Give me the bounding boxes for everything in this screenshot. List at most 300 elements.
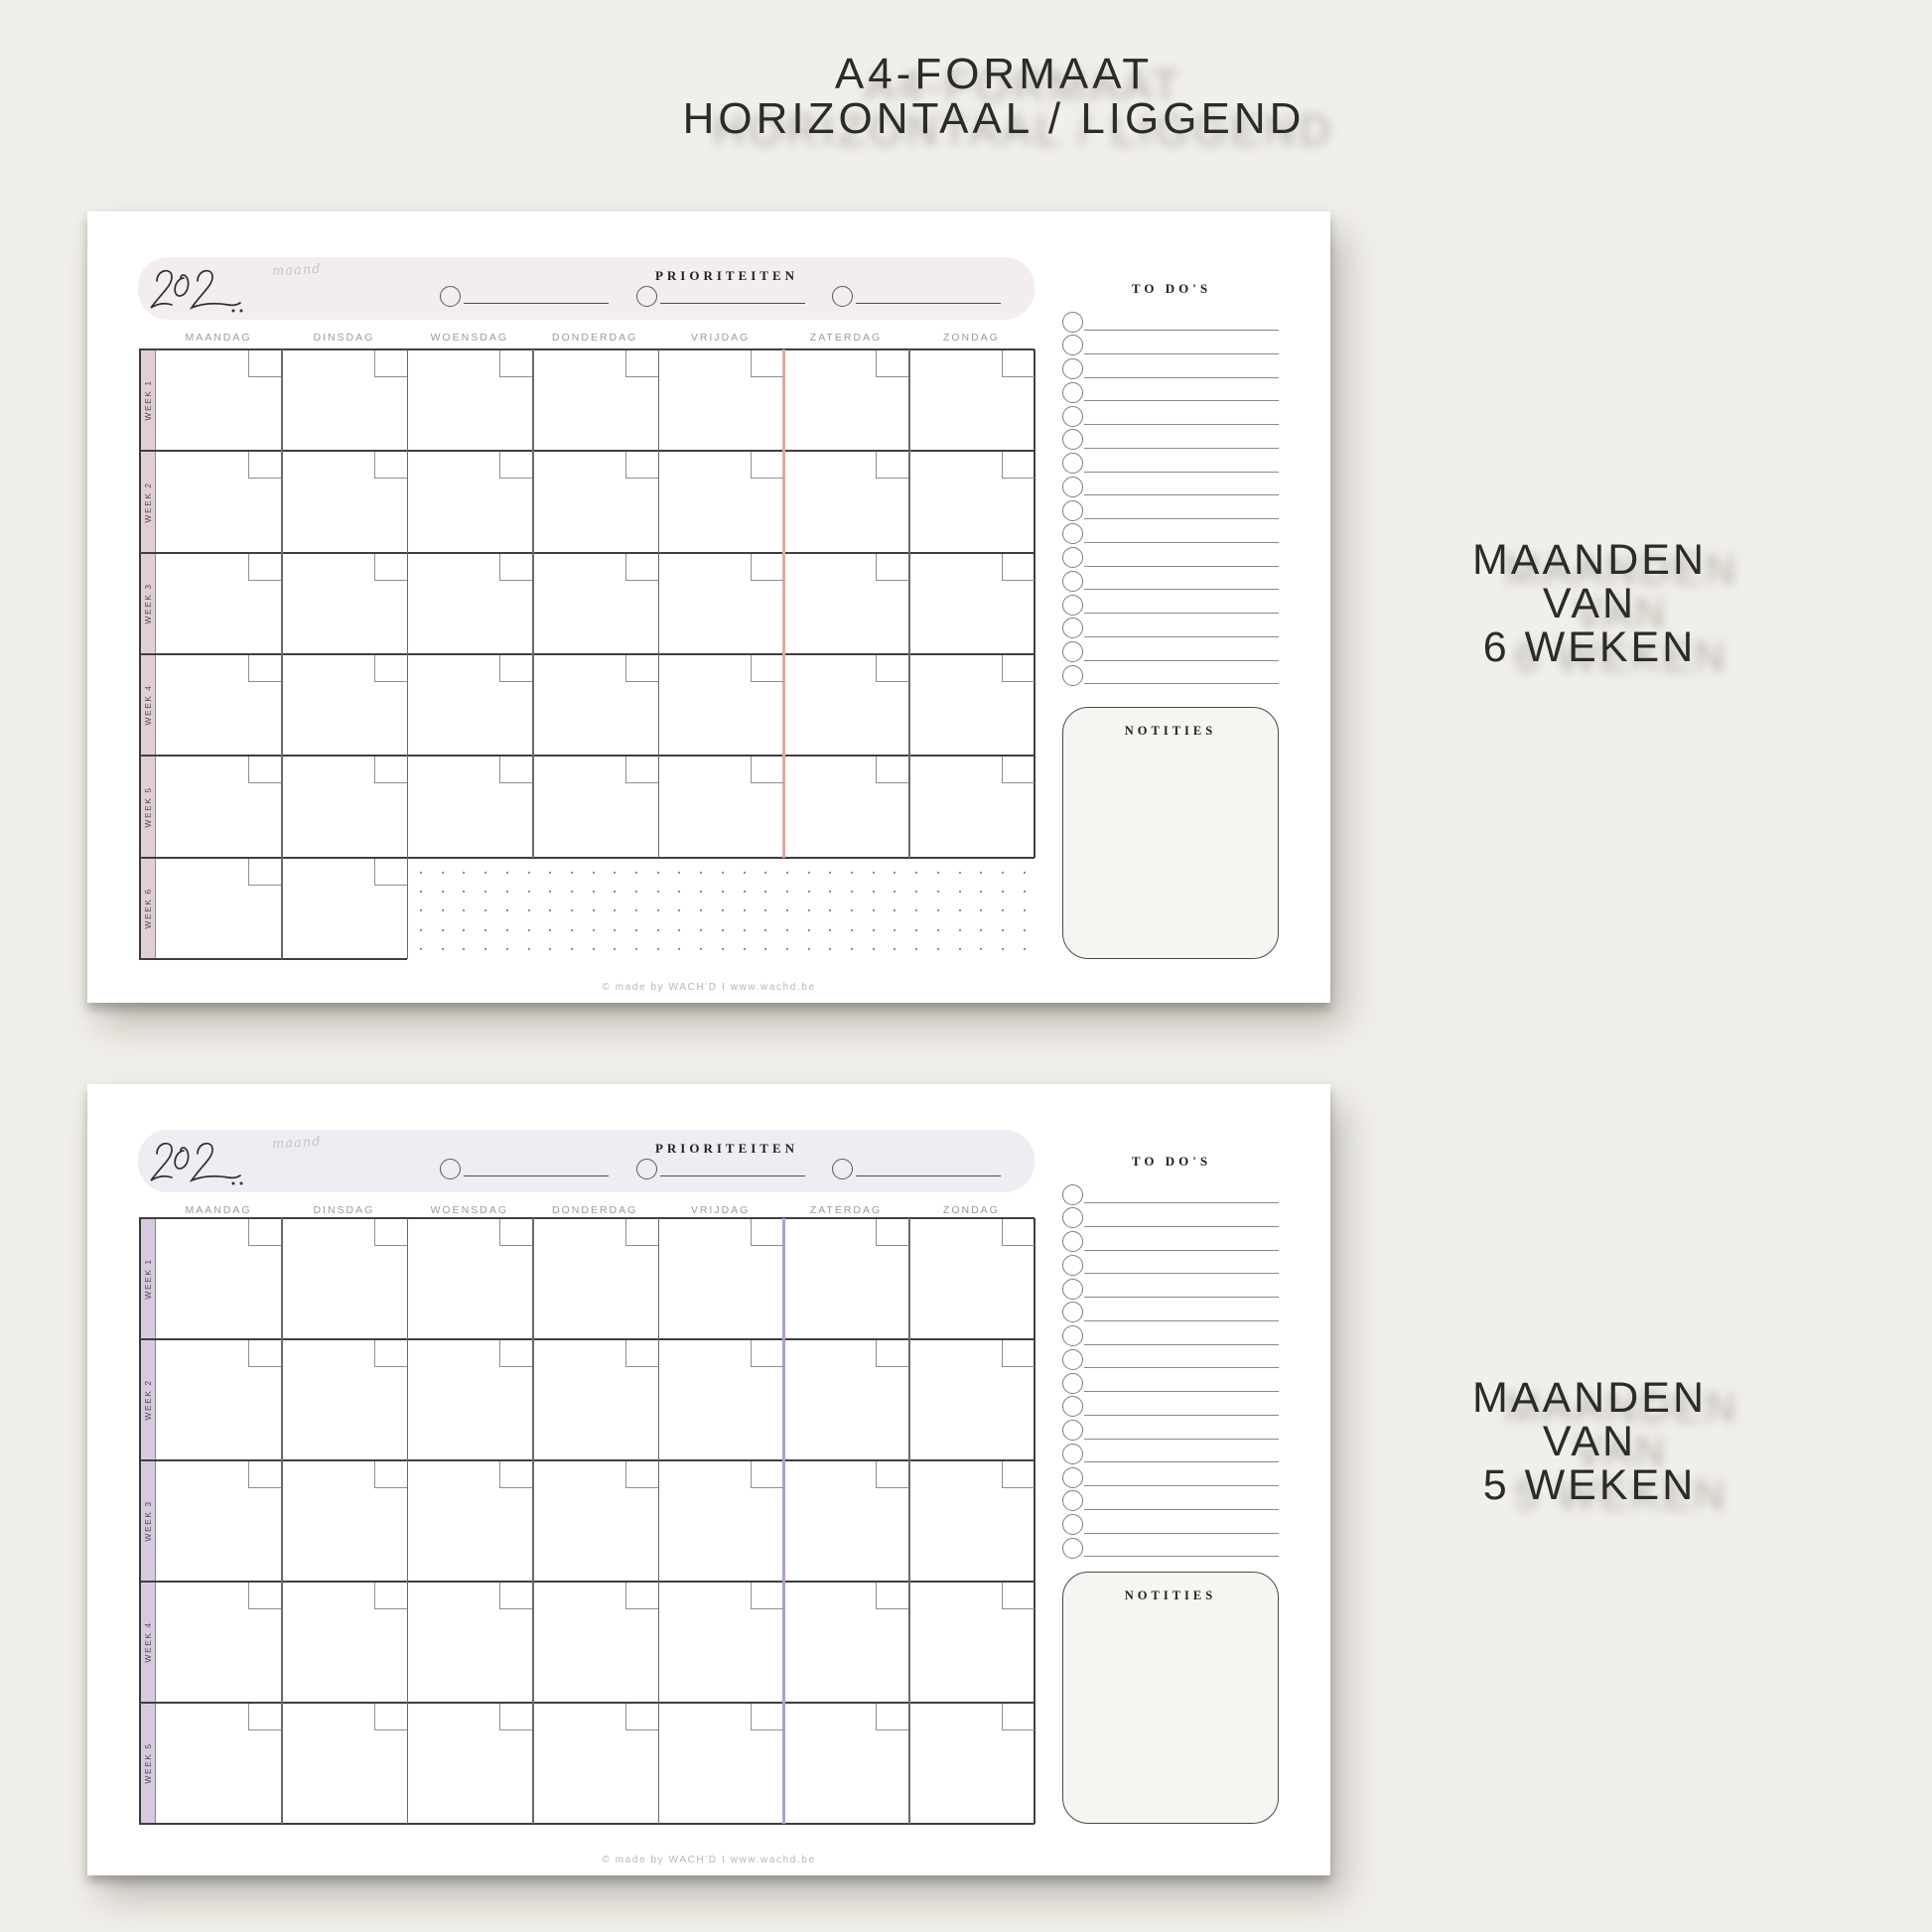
bullet-dot [829,891,831,893]
date-number-box [248,1583,281,1609]
bullet-dot [764,872,766,874]
todo-checkbox-circle [1062,1231,1083,1252]
todo-writein-line [1084,424,1279,425]
maand-planner-6-weken [87,211,1330,1003]
grid-column-line [407,1218,409,1824]
day-header-dinsdag: DINSDAG [313,1204,375,1216]
bullet-dot [786,948,788,950]
todo-checkbox-circle [1062,312,1083,333]
todo-writein-line [1084,1320,1279,1321]
bullet-dot [506,891,508,893]
maand-planner-5-weken [87,1084,1330,1875]
todo-writein-line [1084,1415,1279,1416]
priority-circle [832,1159,853,1179]
bullet-dot [549,948,551,950]
bullet-dot [442,872,444,874]
date-number-box [1002,655,1035,682]
bullet-dot [484,948,486,950]
bullet-dot [1002,929,1004,931]
bullet-dot [764,948,766,950]
bullet-dot [614,872,616,874]
bullet-dot [851,948,853,950]
bullet-dot [786,872,788,874]
date-number-box [876,757,908,783]
grid-column-line [658,349,660,858]
priorities-title: PRIORITEITEN [654,268,799,283]
todo-writein-line [1084,660,1279,661]
bullet-dot [657,909,659,911]
bullet-dot [463,929,465,931]
side-label-line: VAN [1542,1418,1637,1465]
date-number-box [499,1340,532,1367]
date-number-box [751,1340,783,1367]
day-header-maandag: MAANDAG [185,332,252,344]
date-number-box [374,1583,407,1609]
bullet-dot [657,872,659,874]
bullet-dot [1024,929,1026,931]
date-number-box [248,757,281,783]
week-label: WEEK 1 [143,1258,153,1300]
todo-checkbox-circle [1062,335,1083,355]
date-number-box [625,1583,658,1609]
todo-checkbox-circle [1062,571,1083,592]
date-number-box [625,655,658,682]
date-number-box [248,452,281,479]
day-header-maandag: MAANDAG [185,1204,252,1216]
day-header-woensdag: WOENSDAG [430,1204,508,1216]
bullet-dot [873,909,875,911]
todo-checkbox-circle [1062,500,1083,521]
bullet-dot [700,929,702,931]
side-label-6-weken [1331,538,1848,669]
bullet-dot [1024,909,1026,911]
bullet-dot [442,929,444,931]
bullet-dot [873,872,875,874]
bullet-dot [593,909,595,911]
priorities-title: PRIORITEITEN [654,1141,799,1156]
bullet-dot [700,891,702,893]
todo-writein-line [1084,566,1279,567]
bullet-dot [808,909,810,911]
bullet-dot [980,929,982,931]
todo-checkbox-circle [1062,523,1083,544]
date-number-box [374,1340,407,1367]
date-number-box [374,859,407,886]
bullet-dot [1024,948,1026,950]
bullet-dot [744,948,746,950]
date-number-box [876,1461,908,1488]
bullet-dot [808,872,810,874]
date-number-box [499,452,532,479]
bullet-dot [980,872,982,874]
bullet-dot [937,891,939,893]
bullet-dot [463,872,465,874]
grid-column-line [658,1218,660,1824]
priority-writein-line [464,289,609,304]
date-number-box [876,350,908,377]
todo-checkbox-circle [1062,1514,1083,1535]
bullet-dot [915,909,917,911]
page-title-line2: HORIZONTAAL / LIGGEND [682,94,1306,143]
todo-checkbox-circle [1062,1207,1083,1228]
bullet-dot [678,872,680,874]
bullet-dot [528,909,530,911]
bullet-dot [442,909,444,911]
bullet-dot [808,929,810,931]
todo-checkbox-circle [1062,547,1083,568]
bullet-dot [678,891,680,893]
bullet-dot [744,872,746,874]
bullet-dot [1002,909,1004,911]
day-header-dinsdag: DINSDAG [313,332,375,344]
bullet-dot [744,929,746,931]
bullet-dot [700,909,702,911]
date-number-box [876,452,908,479]
priority-circle [440,1159,461,1179]
week-label: WEEK 6 [143,888,153,929]
week-label: WEEK 4 [143,684,153,726]
date-number-box [751,1704,783,1730]
date-number-box [374,1219,407,1246]
bullet-dot [635,948,637,950]
todo-checkbox-circle [1062,665,1083,686]
bullet-dot [722,929,724,931]
todo-writein-line [1084,1556,1279,1557]
bullet-dot [915,929,917,931]
bullet-dot [528,891,530,893]
bullet-dot [442,948,444,950]
todo-writein-line [1084,330,1279,331]
bullet-dot [593,872,595,874]
bullet-dot [420,909,422,911]
bullet-dot [593,948,595,950]
day-header-donderdag: DONDERDAG [552,332,638,344]
date-number-box [751,350,783,377]
week-label: WEEK 3 [143,583,153,624]
todo-writein-line [1084,1367,1279,1368]
bullet-dot [808,948,810,950]
todo-writein-line [1084,1226,1279,1227]
grid-column-line [281,349,283,959]
grid-column-line [281,1218,283,1824]
date-number-box [876,1219,908,1246]
bullet-dot [873,891,875,893]
bullet-dot [959,948,961,950]
bullet-dot [614,909,616,911]
todo-checkbox-circle [1062,453,1083,474]
bullet-dot [851,929,853,931]
priority-writein-line [856,1162,1001,1176]
bullet-dot [678,929,680,931]
bullet-dot [980,909,982,911]
bullet-dot [873,929,875,931]
day-header-donderdag: DONDERDAG [552,1204,638,1216]
week-label: WEEK 3 [143,1500,153,1542]
bullet-dot [420,948,422,950]
todo-writein-line [1084,1439,1279,1440]
bullet-dot [484,929,486,931]
bullet-dot [764,909,766,911]
date-number-box [876,1704,908,1730]
date-number-box [248,554,281,581]
todo-writein-line [1084,518,1279,519]
day-header-woensdag: WOENSDAG [430,332,508,344]
todo-checkbox-circle [1062,1490,1083,1511]
date-number-box [1002,1219,1035,1246]
bullet-dot [829,929,831,931]
bullet-dot [894,891,896,893]
todo-writein-line [1084,353,1279,354]
bullet-dot [635,872,637,874]
bullet-dot [744,909,746,911]
bullet-dot [549,872,551,874]
todo-title: TO DO'S [1131,1154,1212,1169]
todo-writein-line [1084,1485,1279,1486]
bullet-dot [506,872,508,874]
bullet-dot [678,909,680,911]
date-number-box [374,1461,407,1488]
bullet-dot [959,891,961,893]
todo-writein-line [1084,1250,1279,1251]
bullet-dot [829,909,831,911]
bullet-dot [808,891,810,893]
bullet-dot [894,909,896,911]
side-label-line: 6 WEKEN [1482,623,1697,671]
date-number-box [751,1583,783,1609]
todo-checkbox-circle [1062,1467,1083,1488]
grid-row-line [139,1823,1035,1825]
grid-column-line [532,349,534,858]
year-script [147,265,250,320]
date-number-box [248,859,281,886]
date-number-box [876,554,908,581]
bullet-dot [635,909,637,911]
date-number-box [499,1461,532,1488]
todo-writein-line [1084,613,1279,614]
date-number-box [625,452,658,479]
priority-circle [636,1159,657,1179]
bullet-dot [420,891,422,893]
bullet-dot [744,891,746,893]
bullet-dot [657,891,659,893]
bullet-dot [959,909,961,911]
priority-circle [440,286,461,307]
date-number-box [499,655,532,682]
date-number-box [248,1704,281,1730]
bullet-dot [1002,872,1004,874]
priority-circle [832,286,853,307]
date-number-box [625,554,658,581]
week-label: WEEK 2 [143,1379,153,1421]
todo-checkbox-circle [1062,618,1083,638]
footer-credit: © made by WACH'D I www.wachd.be [602,982,816,993]
todo-checkbox-circle [1062,406,1083,427]
bullet-dot [528,948,530,950]
date-number-box [1002,1704,1035,1730]
grid-column-line [908,349,910,858]
weekend-accent-line [782,1218,785,1824]
todo-checkbox-circle [1062,358,1083,379]
todo-checkbox-circle [1062,477,1083,497]
priority-circle [636,286,657,307]
side-label-line: MAANDEN [1471,536,1708,584]
date-number-box [248,1461,281,1488]
date-number-box [248,1219,281,1246]
bullet-dot [959,872,961,874]
bullet-dot [786,909,788,911]
todo-writein-line [1084,1202,1279,1203]
date-number-box [751,1461,783,1488]
day-header-zaterdag: ZATERDAG [809,332,883,344]
month-placeholder: maand [271,261,322,280]
date-number-box [876,1583,908,1609]
bullet-dot [851,891,853,893]
date-number-box [374,452,407,479]
date-number-box [1002,1340,1035,1367]
day-header-zondag: ZONDAG [942,332,1000,344]
bullet-dot [593,891,595,893]
todo-writein-line [1084,1297,1279,1298]
bullet-dot [463,909,465,911]
bullet-dot [937,948,939,950]
date-number-box [876,655,908,682]
day-header-vrijdag: VRIJDAG [690,332,751,344]
grid-right-border [1034,1218,1035,1824]
bullet-dot [786,929,788,931]
date-number-box [499,554,532,581]
bullet-dot [700,948,702,950]
date-number-box [1002,1461,1035,1488]
bullet-dot [980,891,982,893]
todo-checkbox-circle [1062,595,1083,616]
date-number-box [625,1704,658,1730]
day-header-vrijdag: VRIJDAG [690,1204,751,1216]
date-number-box [499,1219,532,1246]
bullet-dot [571,891,573,893]
todo-checkbox-circle [1062,1396,1083,1417]
todo-checkbox-circle [1062,1420,1083,1441]
grid-column-line [532,1218,534,1824]
todo-checkbox-circle [1062,1184,1083,1205]
date-number-box [625,757,658,783]
todo-checkbox-circle [1062,1373,1083,1394]
bullet-dot [937,872,939,874]
bullet-dot [442,891,444,893]
bullet-dot [463,948,465,950]
bullet-dot [915,891,917,893]
month-placeholder: maand [271,1134,322,1153]
bullet-dot [851,909,853,911]
notes-box [1062,707,1279,959]
side-label-line: 5 WEKEN [1482,1461,1697,1509]
side-label-line: MAANDEN [1471,1374,1708,1422]
todo-writein-line [1084,1461,1279,1462]
bullet-dot [549,891,551,893]
bullet-dot [915,872,917,874]
date-number-box [751,554,783,581]
side-label-5-weken [1331,1376,1848,1507]
priority-writein-line [856,289,1001,304]
bullet-dot [614,948,616,950]
date-number-box [499,350,532,377]
date-number-box [374,1704,407,1730]
week-label: WEEK 4 [143,1621,153,1663]
date-number-box [374,757,407,783]
bullet-dot [980,948,982,950]
week-label: WEEK 5 [143,1742,153,1784]
bullet-dot [484,872,486,874]
bullet-dot [571,929,573,931]
todo-writein-line [1084,683,1279,684]
date-number-box [751,1219,783,1246]
date-number-box [751,655,783,682]
priority-writein-line [464,1162,609,1176]
year-script [147,1138,250,1192]
bullet-dot [484,909,486,911]
date-number-box [1002,554,1035,581]
bullet-dot [420,929,422,931]
date-number-box [374,655,407,682]
todo-writein-line [1084,494,1279,495]
bullet-dot [894,872,896,874]
bullet-dot [657,948,659,950]
bullet-dot [873,948,875,950]
todo-checkbox-circle [1062,1302,1083,1322]
todo-writein-line [1084,1509,1279,1510]
todo-writein-line [1084,636,1279,637]
bullet-dot [764,929,766,931]
date-number-box [499,757,532,783]
date-number-box [625,1219,658,1246]
bullet-dot [614,929,616,931]
grid-column-line [407,349,409,959]
todo-writein-line [1084,400,1279,401]
bullet-dot [722,872,724,874]
grid-column-line [908,1218,910,1824]
bullet-dot [894,948,896,950]
date-number-box [625,350,658,377]
date-number-box [374,554,407,581]
todo-checkbox-circle [1062,1444,1083,1464]
day-header-zaterdag: ZATERDAG [809,1204,883,1216]
bullet-dot [915,948,917,950]
bullet-dot [635,891,637,893]
notes-title: NOTITIES [1124,1588,1217,1602]
page-title [497,52,1490,141]
bullet-dot [1002,891,1004,893]
bullet-dot [1024,872,1026,874]
todo-checkbox-circle [1062,1325,1083,1346]
footer-credit: © made by WACH'D I www.wachd.be [602,1855,816,1865]
bullet-dot [528,929,530,931]
todo-writein-line [1084,542,1279,543]
todo-checkbox-circle [1062,1349,1083,1370]
bullet-dot [506,948,508,950]
todo-writein-line [1084,1391,1279,1392]
todo-writein-line [1084,589,1279,590]
date-number-box [751,452,783,479]
week-label: WEEK 2 [143,481,153,523]
bullet-dot [1024,891,1026,893]
bullet-dot [959,929,961,931]
bullet-dot [829,948,831,950]
todo-writein-line [1084,448,1279,449]
bullet-dot [786,891,788,893]
bullet-dot [678,948,680,950]
priority-writein-line [660,289,805,304]
todo-writein-line [1084,1533,1279,1534]
date-number-box [751,757,783,783]
